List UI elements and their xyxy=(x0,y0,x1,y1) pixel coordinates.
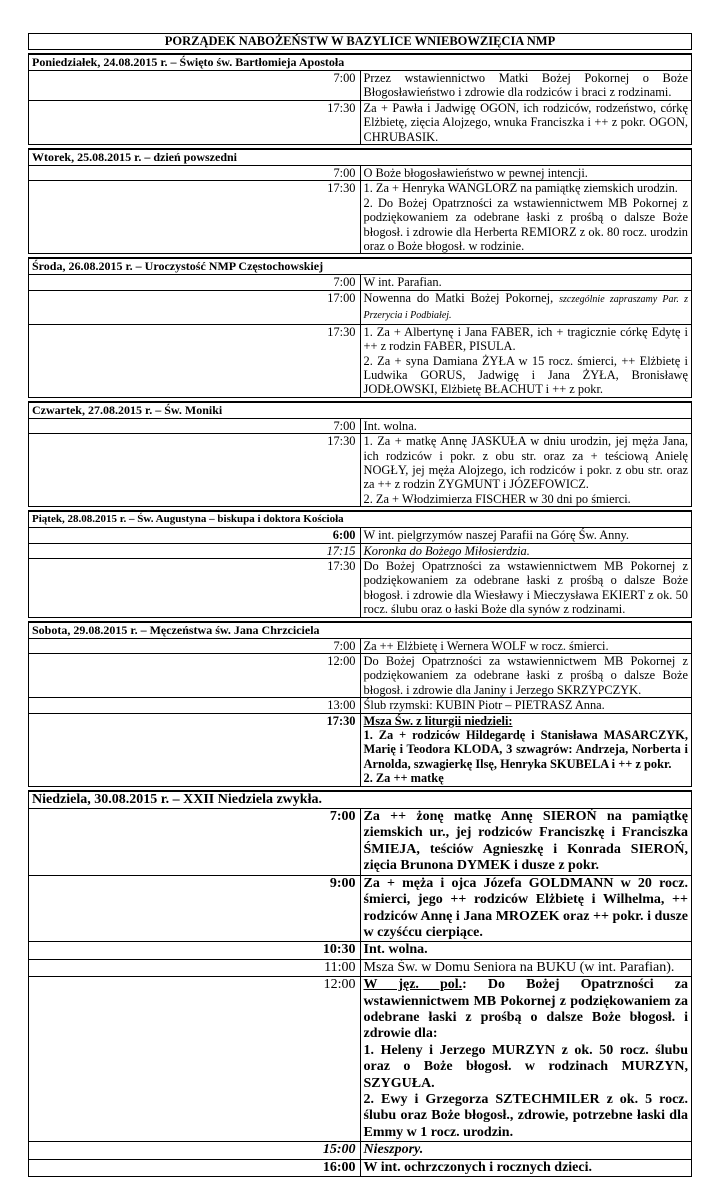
language-prefix: W jęz. pol. xyxy=(363,977,463,993)
mass-time: 11:00 xyxy=(29,959,361,976)
mass-time: 12:00 xyxy=(29,977,361,1142)
intention-line: 2. Za + Włodzimierza FISCHER w 30 dni po śmierci. xyxy=(363,491,631,506)
mass-intention: Za + Pawła i Jadwigę OGON, ich rodziców, rodzeństwo, córkę Elżbietę, zięcia Alojzego, wnuka Franciszka i ++ z pokr. OGON, CHRUBASIK. xyxy=(360,100,692,144)
schedule-document xyxy=(28,33,692,1177)
day-friday xyxy=(28,510,692,617)
intention-line: 1. Za + matkę Annę JASKUŁA w dniu urodzin, jej męża Jana, ich rodziców i pokr. z obu str. oraz za + teściową Anielę NOGŁY, jej męża Alojzego, ich rodziców i pokr. z obu str. oraz za ++ z rodzin ZYGMUNT i JÓZEFOWICZ. xyxy=(363,434,688,492)
mass-time: 7:00 xyxy=(29,809,361,876)
day-monday xyxy=(28,53,692,145)
mass-time: 12:00 xyxy=(29,654,361,698)
mass-intention xyxy=(360,324,692,397)
mass-time: 7:00 xyxy=(29,71,361,101)
mass-time: 16:00 xyxy=(29,1159,361,1176)
mass-intention: Msza Św. w Domu Seniora na BUKU (w int. Parafian). xyxy=(360,959,692,976)
day-wednesday xyxy=(28,257,692,397)
day-header: Poniedziałek, 24.08.2015 r. – Święto św. Bartłomieja Apostoła xyxy=(29,54,692,71)
mass-time: 7:00 xyxy=(29,275,361,290)
mass-time: 17:30 xyxy=(29,181,361,254)
day-header: Czwartek, 27.08.2015 r. – Św. Moniki xyxy=(29,402,692,419)
mass-intention: Za + męża i ojca Józefa GOLDMANN w 20 rocz. śmierci, jego ++ rodziców Elżbietę i Wilhelma, ++ rodziców Annę i Jana MROZEK oraz ++ pokr. i dusze w czyśćcu cierpiące. xyxy=(360,875,692,942)
title-table xyxy=(28,33,692,50)
day-thursday xyxy=(28,401,692,507)
mass-time: 10:30 xyxy=(29,942,361,959)
day-tuesday xyxy=(28,148,692,254)
mass-time: 17:30 xyxy=(29,558,361,617)
novena-text: Nowenna do Matki Bożej Pokornej, xyxy=(363,290,560,305)
novena-note: szczególnie zapraszamy Par. z Przerycia i Podbiałej. xyxy=(363,293,688,322)
mass-time: 6:00 xyxy=(29,528,361,543)
mass-intention: Nieszpory. xyxy=(360,1142,692,1159)
intention-heading: Msza Św. z liturgii niedzieli: xyxy=(363,713,513,728)
day-header: Piątek, 28.08.2015 r. – Św. Augustyna – biskupa i doktora Kościoła xyxy=(29,511,692,528)
mass-intention: Za ++ żonę matkę Annę SIEROŃ na pamiątkę ziemskich ur., jej rodziców Franciszkę i Franciszka ŚMIEJA, teściów Agnieszkę i Konrada SIEROŃ, zięcia Brunona DYMEK i dusze z pokr. xyxy=(360,809,692,876)
mass-time: 17:15 xyxy=(29,543,361,558)
mass-time: 7:00 xyxy=(29,166,361,181)
mass-intention xyxy=(360,181,692,254)
mass-intention: W int. ochrzczonych i rocznych dzieci. xyxy=(360,1159,692,1176)
mass-intention: Int. wolna. xyxy=(360,418,692,433)
day-saturday xyxy=(28,621,692,787)
mass-intention xyxy=(360,290,692,324)
intention-line: 2. Za + syna Damiana ŻYŁA w 15 rocz. śmierci, ++ Elżbietę i Ludwika GORUS, Jadwigę i Jana ŻYŁA, Bronisławę JODŁOWSKI, Elżbietę BŁACHUT i ++ z pokr. xyxy=(363,353,688,397)
day-sunday xyxy=(28,790,692,1177)
day-header: Niedziela, 30.08.2015 r. – XXII Niedziela zwykła. xyxy=(29,791,692,809)
intention-line: 1. Za + Albertynę i Jana FABER, ich + tragicznie córkę Edytę i ++ z rodzin FABER, PISULA. xyxy=(363,324,688,354)
mass-intention: Przez wstawiennictwo Matki Bożej Pokornej o Boże Błogosławieństwo i zdrowie dla rodziców i braci z rodzinami. xyxy=(360,71,692,101)
mass-intention: Int. wolna. xyxy=(360,942,692,959)
mass-intention: O Boże błogosławieństwo w pewnej intencji. xyxy=(360,166,692,181)
day-header: Wtorek, 25.08.2015 r. – dzień powszedni xyxy=(29,149,692,166)
intention-line: 1. Za + Henryka WANGLORZ na pamiątkę ziemskich urodzin. xyxy=(363,181,678,196)
mass-intention: W int. Parafian. xyxy=(360,275,692,290)
mass-intention xyxy=(360,713,692,786)
mass-time: 17:30 xyxy=(29,100,361,144)
day-header: Sobota, 29.08.2015 r. – Męczeństwa św. Jana Chrzciciela xyxy=(29,622,692,639)
mass-time: 17:00 xyxy=(29,290,361,324)
mass-time: 13:00 xyxy=(29,698,361,713)
mass-time: 7:00 xyxy=(29,638,361,653)
intention-line: 2. Ewy i Grzegorza SZTECHMILER z ok. 5 rocz. ślubu oraz Boże błogosł., zdrowie, potrzebne łaski dla Emmy w 1 rocz. urodzin. xyxy=(363,1091,688,1140)
mass-intention: W int. pielgrzymów naszej Parafii na Górę Św. Anny. xyxy=(360,528,692,543)
mass-time: 17:30 xyxy=(29,434,361,507)
mass-intention: Do Bożej Opatrzności za wstawiennictwem MB Pokornej z podziękowaniem za odebrane łaski z prośbą o dalsze Boże błogosł. i zdrowie dla Wiesławy i Mieczysława EKIERT z ok. 50 rocz. ślubu oraz o łaski Boże dla synów z rodzinami. xyxy=(360,558,692,617)
mass-intention: Za ++ Elżbietę i Wernera WOLF w rocz. śmierci. xyxy=(360,638,692,653)
mass-intention: Do Bożej Opatrzności za wstawiennictwem MB Pokornej z podziękowaniem za odebrane łaski z prośbą o dalsze Boże błogosł. i zdrowie dla Janiny i Jerzego SKRZYPCZYK. xyxy=(360,654,692,698)
day-header: Środa, 26.08.2015 r. – Uroczystość NMP Częstochowskiej xyxy=(29,258,692,275)
mass-time: 17:30 xyxy=(29,324,361,397)
mass-time: 17:30 xyxy=(29,713,361,786)
mass-intention xyxy=(360,977,692,1142)
page-title: PORZĄDEK NABOŻEŃSTW W BAZYLICE WNIEBOWZIĘCIA NMP xyxy=(29,34,692,50)
mass-time: 7:00 xyxy=(29,418,361,433)
mass-time: 9:00 xyxy=(29,875,361,942)
mass-time: 15:00 xyxy=(29,1142,361,1159)
intention-line: 1. Za + rodziców Hildegardę i Stanisława MASARCZYK, Marię i Teodora KLODA, 3 szwagrów: Andrzeja, Norberta i Arnolda, szwagierkę Ilsę, Henryka SKUBELA i ++ z pokr. xyxy=(363,728,688,771)
intention-line: 2. Do Bożej Opatrzności za wstawiennictwem MB Pokornej z podziękowaniem za odebrane łaski z prośbą o dalsze Boże błogosł. i zdrowie dla Herberta REMIORZ z ok. 80 rocz. urodzin oraz o Boże błogosł. w rodzinie. xyxy=(363,195,688,254)
intention-line: 2. Za ++ matkę xyxy=(363,771,444,786)
intention-line: 1. Heleny i Jerzego MURZYN z ok. 50 rocz. ślubu oraz o Boże błogosł. w rodzinach MURZYN, SZYGUŁA. xyxy=(363,1042,688,1091)
mass-intention: Ślub rzymski: KUBIN Piotr – PIETRASZ Anna. xyxy=(360,698,692,713)
intention-line: : Do Bożej Opatrzności za wstawiennictwem MB Pokornej z podziękowaniem za odebrane łaski z prośbą o dalsze Boże błogosł. i zdrowie dla: xyxy=(363,977,688,1042)
mass-intention: Koronka do Bożego Miłosierdzia. xyxy=(360,543,692,558)
mass-intention xyxy=(360,434,692,507)
